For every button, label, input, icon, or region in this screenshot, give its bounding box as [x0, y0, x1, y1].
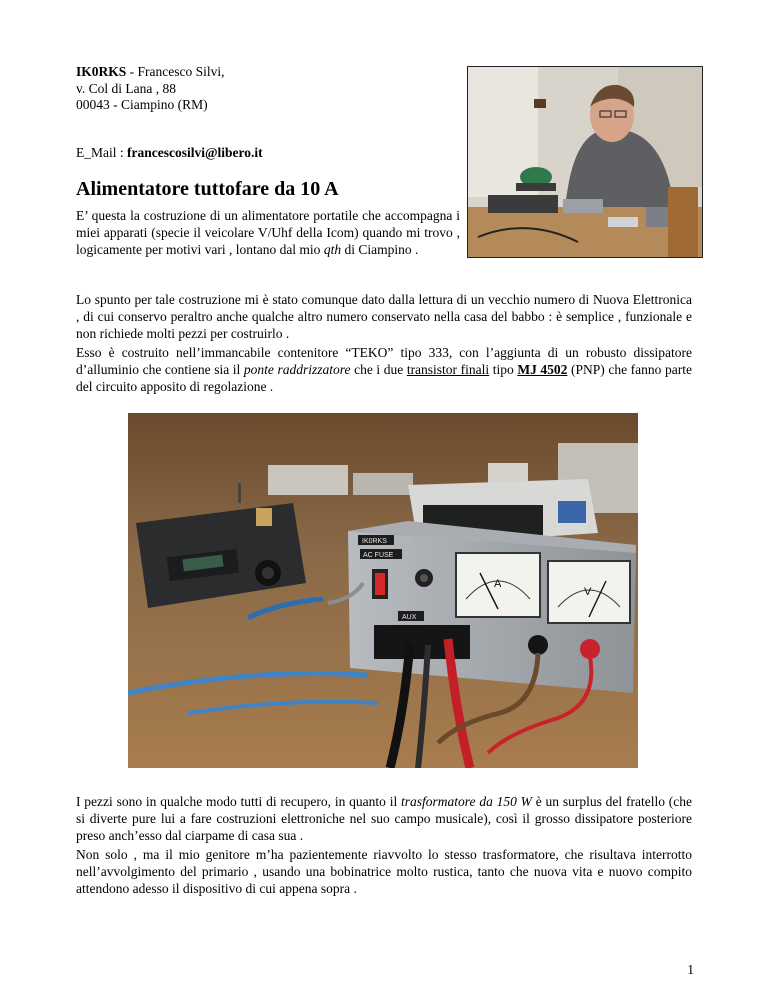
paragraph-3-text-a: I pezzi sono in qualche modo tutti di recupero, in quanto il	[76, 794, 401, 809]
author-header	[76, 64, 225, 114]
email-address: francescosilvi@libero.it	[127, 145, 263, 160]
email-line	[76, 145, 263, 161]
paragraph-2-italic: ponte raddrizzatore	[243, 362, 351, 377]
meter-a-label: A	[494, 578, 502, 590]
paragraph-2-transistor-model: MJ 4502	[517, 362, 568, 377]
author-name: - Francesco Silvi,	[126, 64, 225, 79]
paragraph-2	[76, 344, 692, 395]
intro-text-end: di Ciampino .	[341, 242, 419, 257]
page-number: 1	[687, 962, 694, 977]
intro-paragraph	[76, 207, 460, 258]
meter-v-label: V	[584, 586, 592, 598]
email-label: E_Mail :	[76, 145, 127, 160]
paragraph-4: Non solo , ma il mio genitore m’ha pazientemente riavvolto lo stesso trasformatore, che risultava interrotto nell’avvolgimento del primario , usando una bobinatrice molto rustica, tanto che nuova vita e nuovo compito attendono adesso il dispositivo di cui appena sopra .	[76, 847, 692, 896]
callsign-plate-label: IK0RKS	[362, 538, 387, 545]
paragraph-2-text-c: tipo	[489, 362, 518, 377]
document-title: Alimentatore tuttofare da 10 A	[76, 178, 339, 200]
intro-qth: qth	[323, 242, 342, 257]
power-supply-photo	[128, 413, 638, 768]
ac-fuse-label: AC FUSE	[363, 552, 394, 559]
paragraph-2-underline: transistor finali	[406, 362, 490, 377]
aux-label: AUX	[402, 614, 417, 621]
paragraph-1: Lo spunto per tale costruzione mi è stato comunque dato dalla lettura di un vecchio numero di Nuova Elettronica , di cui conservo peraltro anche qualche altro numero conservato nella casa del babbo : è semplice , funzionale e non richiede molti pezzi per costruirlo .	[76, 292, 692, 341]
address-line-1: v. Col di Lana , 88	[76, 80, 176, 96]
paragraph-3	[76, 793, 692, 844]
paragraph-3-text-b: è un surplus del fratello (che si diverte pure lui a fare costruzioni elettroniche nel suo campo musicale), così il grosso dissipatore posteriore preso anch’esso dal ciarpame di casa sua .	[76, 794, 692, 843]
author-photo	[467, 66, 703, 258]
paragraph-2-text-a: Esso è costruito nell’immancabile contenitore “TEKO” tipo 333, con l’aggiunta di un robusto dissipatore d’alluminio che contiene sia il	[76, 345, 692, 377]
paragraph-2-text-b: che i due	[350, 362, 407, 377]
paragraph-3-italic: trasformatore da 150 W	[401, 794, 532, 809]
paragraph-2-text-d: (PNP) che fanno parte del circuito apposito di regolazione .	[76, 362, 692, 394]
address-line-2: 00043 - Ciampino (RM)	[76, 97, 208, 112]
intro-text: E’ questa la costruzione di un alimentatore portatile che accompagna i miei apparati (specie il veicolare V/Uhf della Icom) quando mi trovo , logicamente per motivi vari , lontano dal mio	[76, 208, 460, 257]
callsign: IK0RKS	[76, 64, 127, 79]
